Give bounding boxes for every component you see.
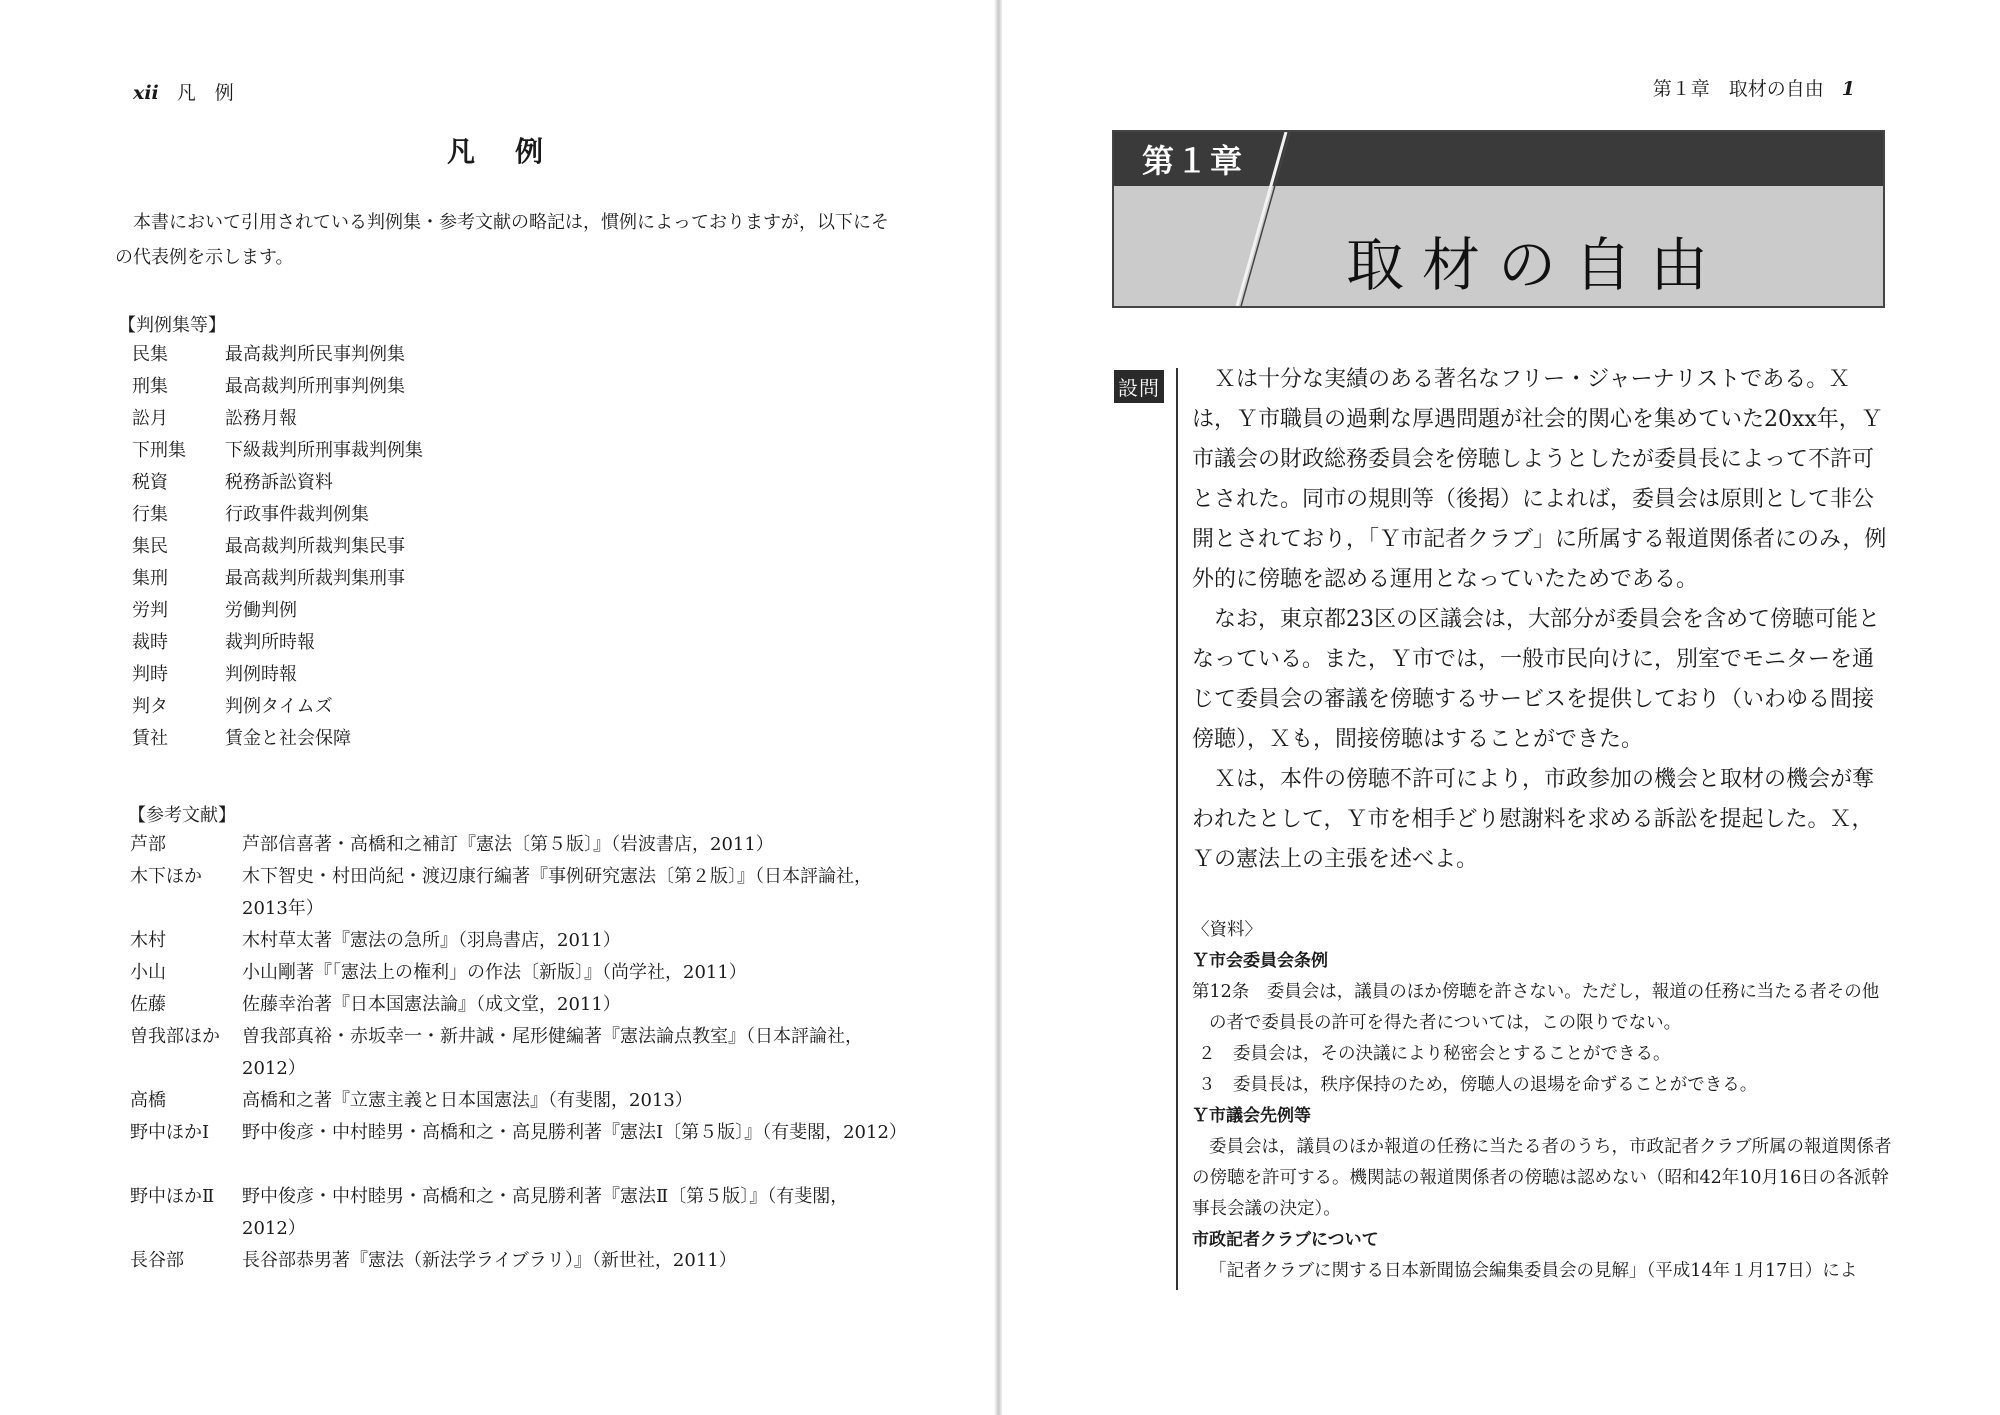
right-running-title: 第１章 取材の自由: [1652, 78, 1824, 100]
abbreviation: 税資: [132, 472, 168, 493]
full-title: 判例時報: [225, 664, 297, 685]
article-12-paragraph-2: ２ 委員会は，その決議により秘密会とすることができる。: [1198, 1044, 1671, 1064]
full-title: 野中俊彦・中村睦男・高橋和之・高見勝利著『憲法Ⅰ〔第５版〕』（有斐閣，2012）: [242, 1122, 907, 1143]
right-running-head: [1653, 74, 1855, 101]
full-title: 佐藤幸治著『日本国憲法論』（成文堂，2011）: [242, 994, 621, 1015]
left-running-head: [133, 78, 234, 105]
full-title: 税務訴訟資料: [225, 472, 333, 493]
chapter-title-box: [1112, 130, 1885, 308]
abbreviation: 佐藤: [130, 994, 166, 1015]
full-title: 最高裁判所民事判例集: [225, 344, 405, 365]
full-title: 裁判所時報: [225, 632, 315, 653]
full-title: 下級裁判所刑事裁判例集: [225, 440, 423, 461]
full-title: 最高裁判所刑事判例集: [225, 376, 405, 397]
left-running-title: 凡 例: [176, 82, 234, 104]
full-title: 小山剛著『「憲法上の権利」の作法〔新版〕』（尚学社，2011）: [242, 962, 747, 983]
press-club-text: 「記者クラブに関する日本新聞協会編集委員会の見解」（平成14年１月17日）によ: [1209, 1261, 1858, 1281]
abbreviation: 民集: [132, 344, 168, 365]
case-reports-heading: 【判例集等】: [118, 315, 226, 336]
full-title: 労働判例: [225, 600, 297, 621]
abbreviation: 判タ: [132, 696, 168, 717]
abbreviation: 判時: [132, 664, 168, 685]
full-title: 曽我部真裕・赤坂幸一・新井誠・尾形健編著『憲法論点教室』（日本評論社，2012）: [242, 1026, 863, 1079]
materials-section: [1192, 915, 1892, 1287]
question-paragraph-2: なお，東京都23区の区議会は，大部分が委員会を含めて傍聴可能となっている。また，Ｙ市では，一般市民向けに，別室でモニターを通じて委員会の審議を傍聴するサービスを提供しており（いわゆる間接傍聴），Ｘも，間接傍聴はすることができた。: [1192, 607, 1880, 752]
press-club-heading: 市政記者クラブについて: [1192, 1230, 1379, 1250]
right-page-number: 1: [1841, 78, 1855, 100]
abbreviation: 木村: [130, 930, 166, 951]
page-title: 凡例: [446, 135, 583, 168]
abbreviation: 小山: [130, 962, 166, 983]
abbreviation: 長谷部: [130, 1250, 184, 1271]
precedent-text: 委員会は，議員のほか報道の任務に当たる者のうち，市政記者クラブ所属の報道関係者の傍聴を許可する。機関誌の報道関係者の傍聴は認めない（昭和42年10月16日の各派幹事長会議の決定）。: [1192, 1137, 1892, 1219]
full-title: 賃金と社会保障: [225, 728, 351, 749]
question-paragraph-1: Ｘは十分な実績のある著名なフリー・ジャーナリストである。Ｘは，Ｙ市職員の過剰な厚遇問題が社会的関心を集めていた20xx年，Ｙ市議会の財政総務委員会を傍聴しようとしたが委員長によって不許可とされた。同市の規則等（後掲）によれば，委員会は原則として非公開とされており，「Ｙ市記者クラブ」に所属する報道関係者にのみ，例外的に傍聴を認める運用となっていたためである。: [1192, 367, 1887, 592]
full-title: 木村草太著『憲法の急所』（羽鳥書店，2011）: [242, 930, 621, 951]
question-text: [1192, 360, 1894, 880]
intro-paragraph: 本書において引用されている判例集・参考文献の略記は，慣例によっておりますが，以下にその代表例を示します。: [115, 212, 889, 268]
right-page: [1000, 0, 2000, 1415]
question-paragraph-3: Ｘは，本件の傍聴不許可により，市政参加の機会と取材の機会が奪われたとして，Ｙ市を相手どり慰謝料を求める訴訟を提起した。Ｘ，Ｙの憲法上の主張を述べよ。: [1192, 767, 1875, 872]
materials-label: 〈資料〉: [1192, 920, 1262, 940]
abbreviation: 高橋: [130, 1090, 166, 1111]
full-title: 野中俊彦・中村睦男・高橋和之・高見勝利著『憲法Ⅱ〔第５版〕』（有斐閣，2012）: [242, 1186, 849, 1239]
abbreviation: 曽我部ほか: [130, 1026, 220, 1047]
precedent-heading: Ｙ市議会先例等: [1192, 1106, 1311, 1126]
full-title: 芦部信喜著・高橋和之補訂『憲法〔第５版〕』（岩波書店，2011）: [242, 834, 774, 855]
ordinance-heading: Ｙ市会委員会条例: [1192, 951, 1328, 971]
abbreviation: 刑集: [132, 376, 168, 397]
abbreviation: 野中ほかⅡ: [130, 1186, 215, 1207]
abbreviation: 集刑: [132, 568, 168, 589]
full-title: 長谷部恭男著『憲法（新法学ライブラリ）』（新世社，2011）: [242, 1250, 737, 1271]
chapter-title: 取材の自由: [1346, 231, 1727, 299]
left-page-number: xii: [133, 82, 159, 104]
full-title: 訟務月報: [225, 408, 297, 429]
article-12-paragraph-3: ３ 委員長は，秩序保持のため，傍聴人の退場を命ずることができる。: [1198, 1075, 1758, 1095]
abbreviation: 芦部: [130, 834, 166, 855]
article-12: 第12条 委員会は，議員のほか傍聴を許さない。ただし，報道の任務に当たる者その他の者で委員長の許可を得た者については，この限りでない。: [1192, 982, 1880, 1033]
abbreviation: 裁時: [132, 632, 168, 653]
left-page: [0, 0, 990, 1415]
abbreviation: 労判: [132, 600, 168, 621]
full-title: 最高裁判所裁判集民事: [225, 536, 405, 557]
chapter-number: 第１章: [1142, 142, 1245, 180]
full-title: 行政事件裁判例集: [225, 504, 369, 525]
abbreviation: 集民: [132, 536, 168, 557]
question-side-rule: [1176, 368, 1178, 1290]
references-heading: 【参考文献】: [128, 805, 236, 826]
abbreviation: 賃社: [132, 728, 168, 749]
abbreviation: 野中ほかⅠ: [130, 1122, 210, 1143]
abbreviation: 下刑集: [132, 440, 186, 461]
full-title: 木下智史・村田尚紀・渡辺康行編著『事例研究憲法〔第２版〕』（日本評論社，2013年）: [242, 866, 872, 919]
abbreviation: 行集: [132, 504, 168, 525]
abbreviation: 木下ほか: [130, 866, 202, 887]
question-badge: 設問: [1114, 370, 1164, 403]
full-title: 高橋和之著『立憲主義と日本国憲法』（有斐閣，2013）: [242, 1090, 693, 1111]
full-title: 判例タイムズ: [225, 696, 333, 717]
full-title: 最高裁判所裁判集刑事: [225, 568, 405, 589]
abbreviation: 訟月: [132, 408, 168, 429]
